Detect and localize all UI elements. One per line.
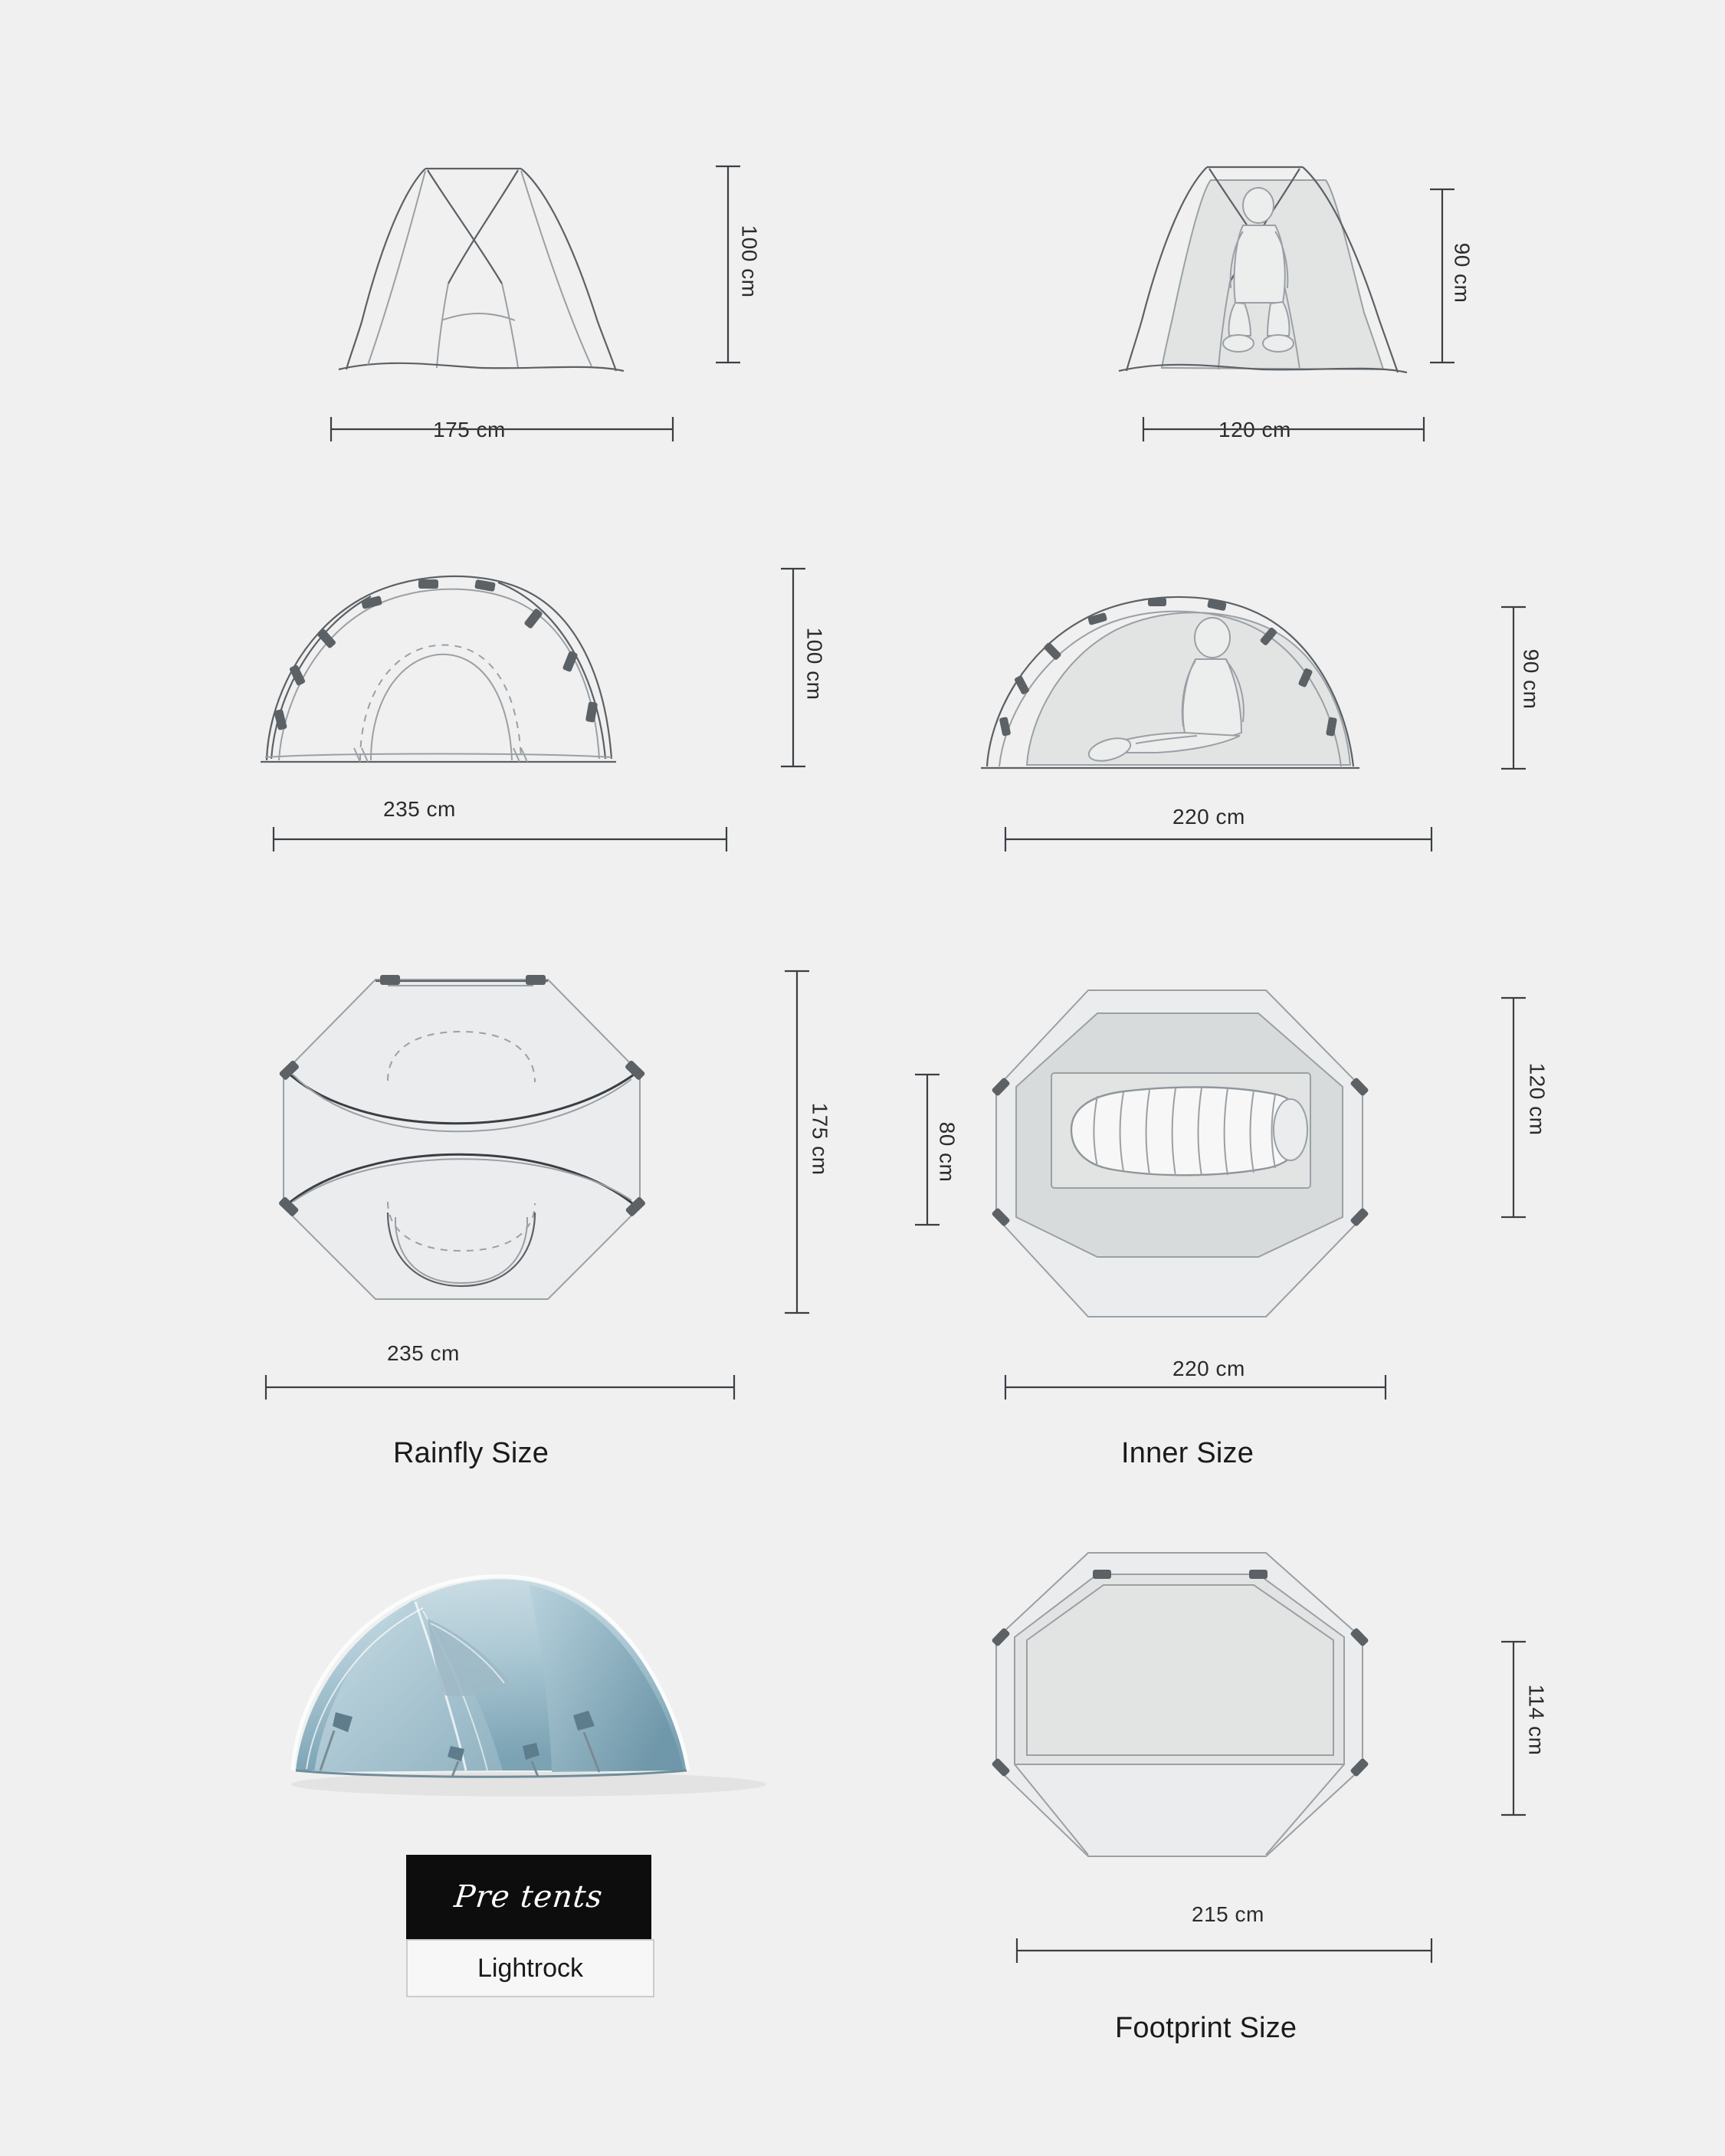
- dimrule-rainfly-side-width: [272, 824, 728, 855]
- dim-rainfly-plan-depth: 175 cm: [808, 1102, 832, 1176]
- rainfly-plan-view: [253, 958, 774, 1365]
- product-photo: [222, 1541, 828, 1816]
- dim-rainfly-plan-width: 235 cm: [387, 1341, 460, 1365]
- brand-logo: [406, 1855, 651, 1939]
- dimrule-rainfly-plan-width: [264, 1372, 736, 1403]
- dim-rainfly-front-width: 175 cm: [433, 418, 506, 441]
- dimrule-inner-plan-width: [1004, 1372, 1387, 1403]
- dim-inner-side-height: 90 cm: [1519, 648, 1543, 710]
- dimrule-rainfly-front-width: [330, 414, 674, 445]
- brand-script-label: Pre tents: [452, 1879, 605, 1915]
- brand-model-label-box: [406, 1939, 654, 1997]
- dimrule-inner-front-width: [1142, 414, 1425, 445]
- caption-inner: Inner Size: [1121, 1437, 1254, 1469]
- dimrule-footprint-width: [1015, 1935, 1433, 1966]
- rainfly-front-elevation: [291, 146, 720, 441]
- dim-inner-plan-width: 220 cm: [1172, 1357, 1245, 1380]
- dim-rainfly-side-height: 100 cm: [802, 627, 827, 701]
- dim-rainfly-front-height: 100 cm: [737, 225, 762, 298]
- dim-inner-front-height: 90 cm: [1450, 242, 1474, 304]
- dim-inner-plan-depth: 120 cm: [1525, 1062, 1550, 1136]
- caption-rainfly: Rainfly Size: [393, 1437, 549, 1469]
- inner-plan-view: [981, 973, 1502, 1380]
- dim-inner-front-width: 120 cm: [1218, 418, 1291, 441]
- inner-side-elevation: [973, 575, 1510, 829]
- dim-footprint-depth: 114 cm: [1524, 1684, 1549, 1756]
- dim-footprint-width: 215 cm: [1192, 1902, 1264, 1926]
- caption-footprint: Footprint Size: [1115, 2012, 1297, 2044]
- brand-model-label: Lightrock: [477, 1953, 583, 1983]
- rainfly-side-elevation: [245, 552, 782, 821]
- footprint-plan-view: [981, 1541, 1502, 1926]
- dimrule-inner-side-width: [1004, 824, 1433, 855]
- dim-rainfly-side-width: 235 cm: [383, 797, 456, 821]
- dim-inner-plan-pad: 80 cm: [935, 1121, 959, 1183]
- dim-inner-side-width: 220 cm: [1172, 805, 1245, 829]
